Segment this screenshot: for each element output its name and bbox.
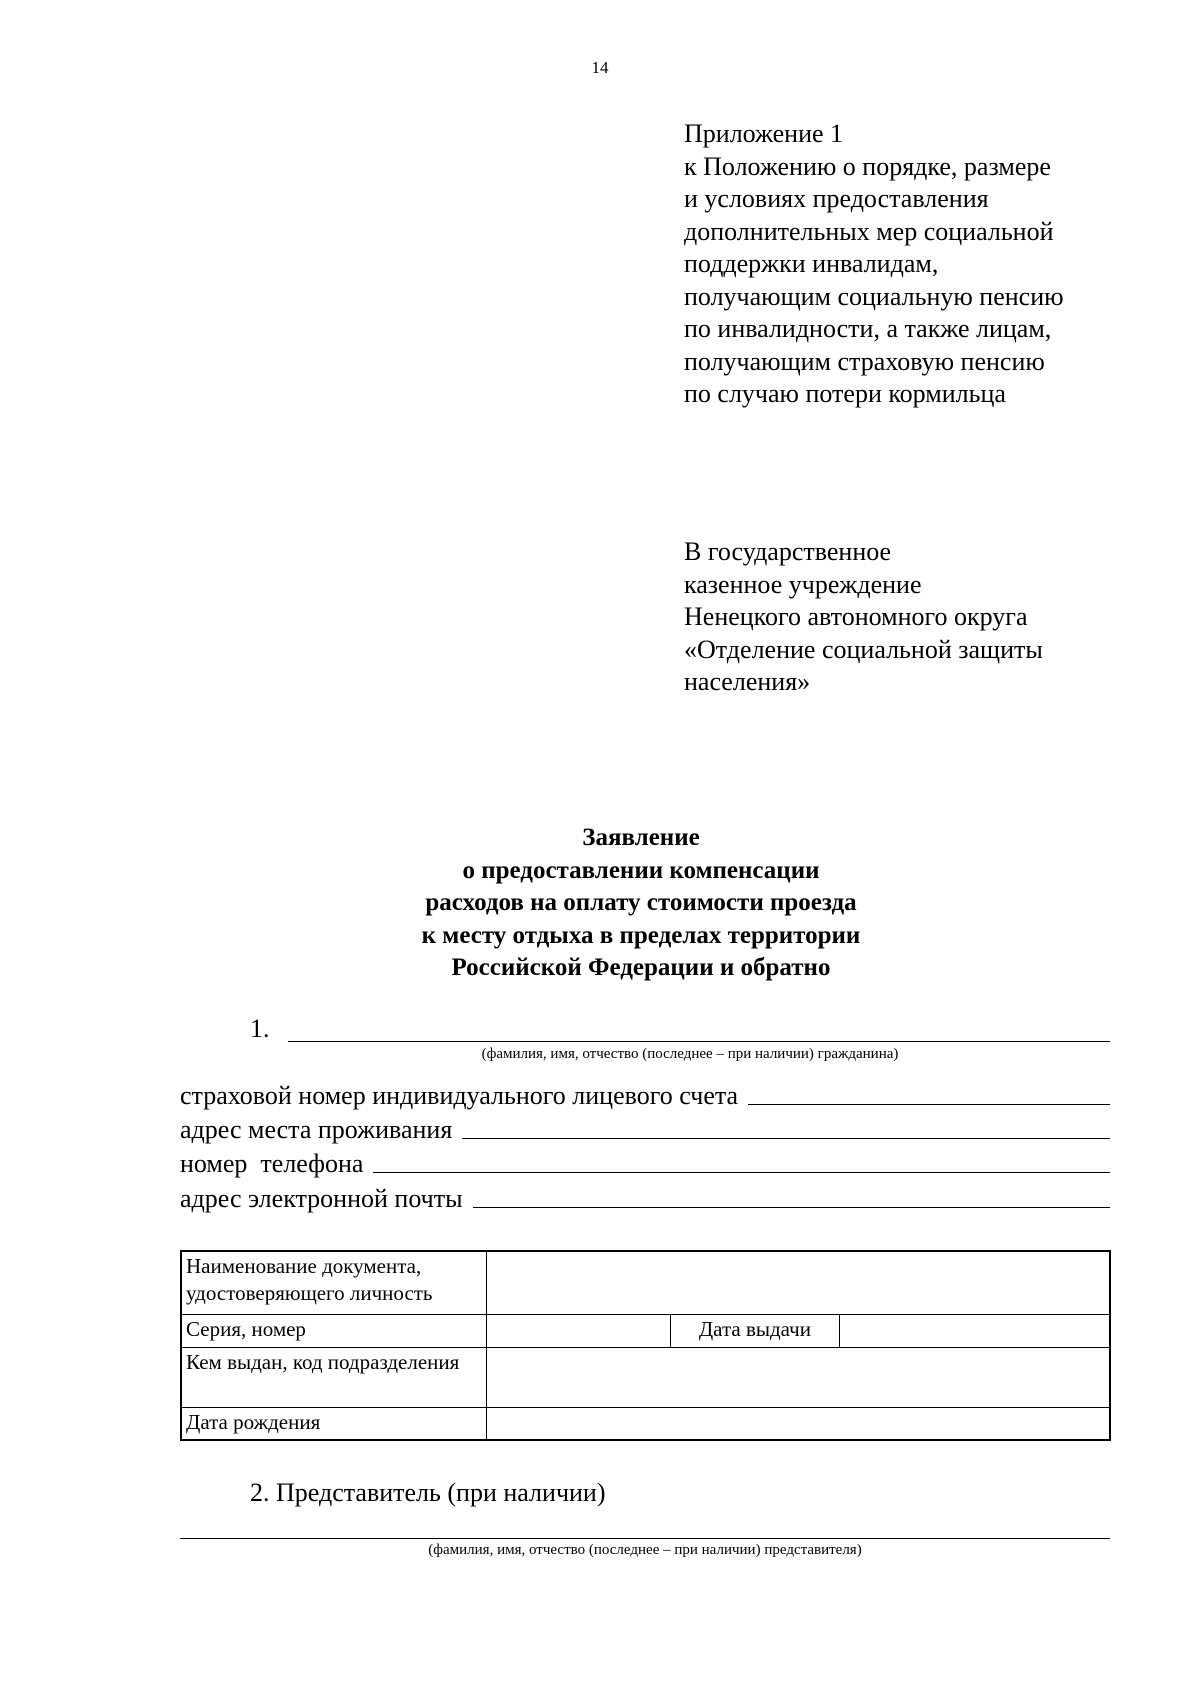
addressee-line: населения» bbox=[684, 667, 811, 696]
address-label: адрес места проживания bbox=[180, 1115, 453, 1144]
addressee-line: казенное учреждение bbox=[684, 569, 922, 599]
document-title bbox=[300, 822, 982, 985]
appendix-line: Приложение 1 bbox=[684, 119, 844, 148]
citizen-fio-caption: (фамилия, имя, отчество (последнее – при наличии) гражданина) bbox=[481, 1046, 899, 1062]
representative-fio-field[interactable] bbox=[180, 1538, 1110, 1539]
addressee-line: Ненецкого автономного округа bbox=[684, 602, 1028, 631]
snils-field[interactable] bbox=[748, 1103, 1110, 1105]
phone-label: номер телефона bbox=[180, 1149, 364, 1178]
title-line: расходов на оплату стоимости проезда bbox=[425, 889, 857, 916]
snils-row bbox=[180, 1077, 1110, 1111]
appendix-line: к Положению о порядке, размере bbox=[684, 151, 1051, 181]
phone-row bbox=[180, 1145, 1110, 1179]
citizen-fio-row bbox=[250, 1012, 1110, 1048]
section-1-number: 1. bbox=[250, 1014, 270, 1043]
birth-date-label: Дата рождения bbox=[181, 1407, 487, 1440]
issue-date-label: Дата выдачи bbox=[670, 1314, 840, 1347]
email-field[interactable] bbox=[473, 1206, 1110, 1208]
appendix-line: получающим страховую пенсию bbox=[684, 346, 1045, 376]
title-line: о предоставлении компенсации bbox=[462, 856, 820, 884]
issued-by-label: Кем выдан, код подразделения bbox=[181, 1347, 487, 1407]
appendix-line: по инвалидности, а также лицам, bbox=[684, 314, 1052, 343]
appendix-line: поддержки инвалидам, bbox=[684, 249, 939, 278]
issued-by-cell[interactable] bbox=[487, 1347, 1110, 1407]
table-row bbox=[181, 1314, 1110, 1347]
snils-label: страховой номер индивидуального лицевого счета bbox=[180, 1081, 739, 1110]
citizen-fio-field[interactable] bbox=[288, 1041, 1110, 1042]
issue-date-cell[interactable] bbox=[840, 1314, 1110, 1347]
title-line: к месту отдыха в пределах территории bbox=[421, 921, 861, 949]
table-row bbox=[181, 1407, 1110, 1440]
appendix-line: получающим социальную пенсию bbox=[684, 281, 1064, 311]
table-row bbox=[181, 1251, 1110, 1314]
appendix-line: дополнительных мер социальной bbox=[684, 216, 1054, 246]
phone-field[interactable] bbox=[373, 1171, 1110, 1173]
page-number: 14 bbox=[591, 58, 609, 77]
appendix-block bbox=[684, 118, 1124, 411]
title-line: Российской Федерации и обратно bbox=[451, 954, 831, 981]
table-row bbox=[181, 1347, 1110, 1407]
series-number-label: Серия, номер bbox=[181, 1314, 487, 1347]
email-label: адрес электронной почты bbox=[180, 1184, 463, 1213]
section-2-heading: 2. Представитель (при наличии) bbox=[250, 1478, 606, 1507]
birth-date-cell[interactable] bbox=[487, 1407, 1110, 1440]
address-row bbox=[180, 1111, 1110, 1145]
address-field[interactable] bbox=[462, 1137, 1110, 1139]
series-number-cell[interactable] bbox=[487, 1314, 670, 1347]
doc-name-label: Наименование документа, удостоверяющего личность bbox=[181, 1251, 487, 1314]
appendix-line: и условиях предоставления bbox=[684, 184, 989, 213]
identity-document-table bbox=[180, 1250, 1111, 1441]
addressee-line: «Отделение социальной защиты bbox=[684, 634, 1043, 664]
doc-name-cell[interactable] bbox=[487, 1251, 1110, 1314]
representative-fio-caption: (фамилия, имя, отчество (последнее – при наличии) представителя) bbox=[428, 1542, 862, 1558]
addressee-line: В государственное bbox=[684, 537, 892, 566]
email-row bbox=[180, 1180, 1110, 1214]
addressee-block bbox=[684, 536, 1124, 699]
appendix-line: по случаю потери кормильца bbox=[684, 379, 1006, 408]
title-line: Заявление bbox=[582, 824, 700, 851]
